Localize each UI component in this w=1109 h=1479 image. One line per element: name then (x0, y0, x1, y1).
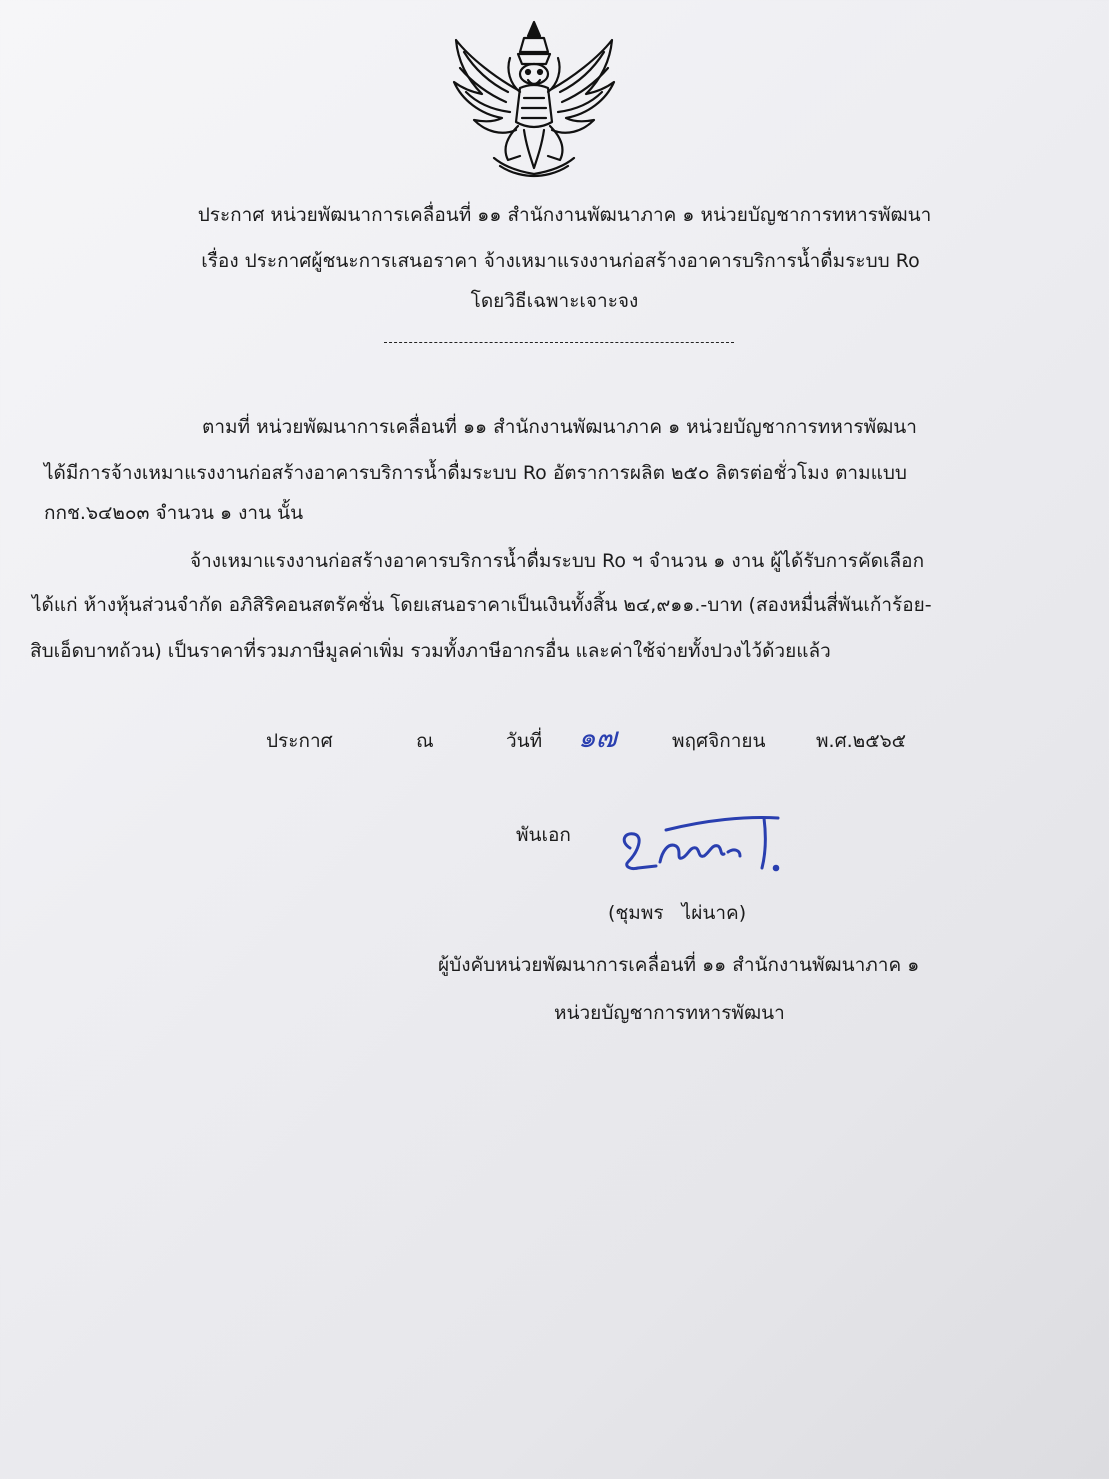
announce-word: ประกาศ (266, 730, 333, 752)
paragraph1-line1: ตามที่ หน่วยพัฒนาการเคลื่อนที่ ๑๑ สำนักงานพัฒนาภาค ๑ หน่วยบัญชาการทหารพัฒนา (202, 416, 917, 438)
announce-day-handwritten: ๑๗ (578, 721, 617, 754)
signatory-unit: หน่วยบัญชาการทหารพัฒนา (554, 1002, 785, 1024)
header-method: โดยวิธีเฉพาะเจาะจง (470, 290, 639, 312)
garuda-emblem-icon (448, 18, 620, 178)
header-subject: เรื่อง ประกาศผู้ชนะการเสนอราคา จ้างเหมาแรงงานก่อสร้างอาคารบริการน้ำดื่มระบบ Ro (201, 250, 920, 272)
signatory-title: ผู้บังคับหน่วยพัฒนาการเคลื่อนที่ ๑๑ สำนักงานพัฒนาภาค ๑ (438, 954, 920, 976)
announce-at: ณ (416, 730, 434, 752)
paragraph2-line3: สิบเอ็ดบาทถ้วน) เป็นราคาที่รวมภาษีมูลค่าเพิ่ม รวมทั้งภาษีอากรอื่น และค่าใช้จ่ายทั้งปวงไว้ด้วยแล้ว (30, 640, 831, 662)
paragraph1-line3: กกช.๖๔๒๐๓ จำนวน ๑ งาน นั้น (44, 502, 304, 524)
announce-date-label: วันที่ (506, 730, 543, 752)
header-divider (384, 342, 734, 343)
signatory-rank: พันเอก (516, 824, 571, 846)
paragraph2-line2: ได้แก่ ห้างหุ้นส่วนจำกัด อภิสิริคอนสตรัคชั่น โดยเสนอราคาเป็นเงินทั้งสิ้น ๒๔,๙๑๑.-บาท (สองหมื่นสี่พันเก้าร้อย- (32, 594, 932, 616)
handwritten-signature (616, 812, 786, 884)
header-title: ประกาศ หน่วยพัฒนาการเคลื่อนที่ ๑๑ สำนักงานพัฒนาภาค ๑ หน่วยบัญชาการทหารพัฒนา (197, 204, 932, 226)
announce-year: พ.ศ.๒๕๖๕ (816, 730, 907, 752)
paragraph1-line2: ได้มีการจ้างเหมาแรงงานก่อสร้างอาคารบริการน้ำดื่มระบบ Ro อัตราการผลิต ๒๕๐ ลิตรต่อชั่วโมง ตามแบบ (44, 462, 907, 484)
paragraph2-line1: จ้างเหมาแรงงานก่อสร้างอาคารบริการน้ำดื่มระบบ Ro ฯ จำนวน ๑ งาน ผู้ได้รับการคัดเลือก (190, 550, 925, 572)
signatory-name: (ชุมพร ไผ่นาค) (608, 902, 747, 924)
announce-month: พฤศจิกายน (672, 730, 766, 752)
